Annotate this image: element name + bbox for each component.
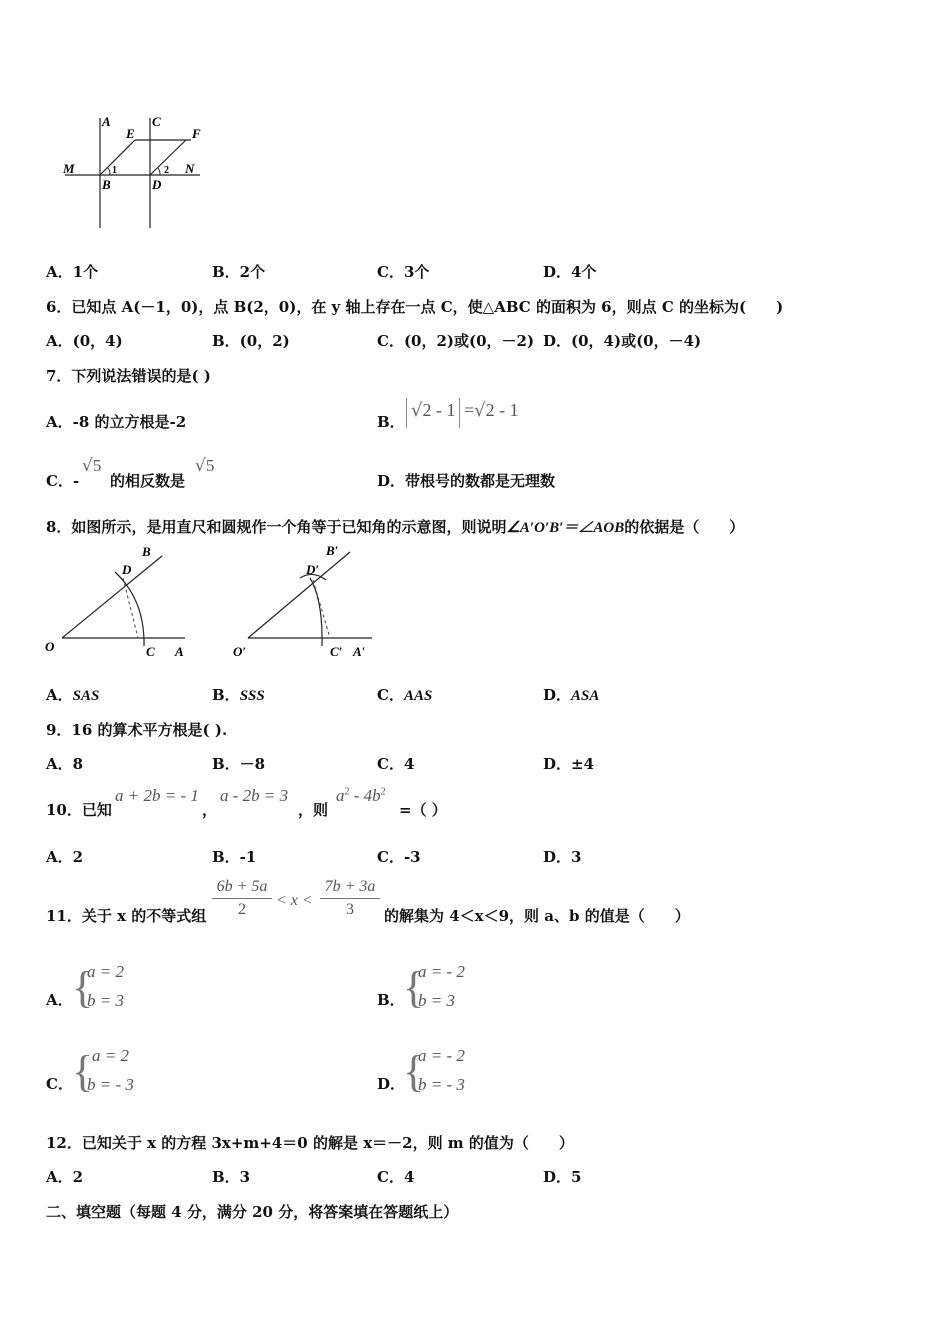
q10-equation-2: a - 2b = 3	[220, 786, 289, 805]
compass-figure-original	[40, 540, 200, 665]
q11-option-d-brace: {	[403, 1047, 425, 1096]
q8-option-c[interactable]: C．AAS	[377, 686, 433, 704]
q11-option-b-line2: b = 3	[418, 991, 455, 1010]
q11-option-d-line1: a = - 2	[418, 1046, 465, 1065]
q11-option-d-label[interactable]: D．	[377, 1075, 406, 1093]
q7-option-c-sqrt1: √5	[82, 456, 102, 476]
label-M: M	[63, 161, 75, 176]
q5-option-d[interactable]: D．4个	[543, 263, 597, 281]
q11-option-d-line2: b = - 3	[418, 1075, 465, 1094]
q11-option-a-line1: a = 2	[87, 962, 124, 981]
q8-option-d[interactable]: D．ASA	[543, 686, 600, 704]
label-B: B	[102, 177, 111, 192]
q12-stem: 12．已知关于 x 的方程 3x+m+4＝0 的解是 x＝－2，则 m 的值为（ ）	[46, 1134, 574, 1152]
q7-option-a[interactable]: A．-8 的立方根是-2	[46, 413, 187, 431]
q7-option-b-left: √2 - 1	[411, 400, 456, 421]
angle-1-label: 1	[112, 165, 117, 176]
abs-bar-right	[459, 398, 460, 428]
q11-option-a-line2: b = 3	[87, 991, 124, 1010]
abs-bar-left	[406, 398, 407, 428]
q10-option-c[interactable]: C．-3	[377, 848, 421, 866]
q5-option-b[interactable]: B．2个	[212, 263, 266, 281]
fig1-label-O: O	[45, 639, 55, 654]
q9-option-d[interactable]: D．±4	[543, 755, 595, 773]
q12-option-c[interactable]: C．4	[377, 1168, 415, 1186]
fig2-label-O: O′	[233, 644, 247, 659]
fig2-label-A: A′	[353, 644, 366, 659]
label-N: N	[185, 161, 195, 176]
q9-option-c[interactable]: C．4	[377, 755, 415, 773]
q6-stem: 6．已知点 A(－1，0)，点 B(2，0)，在 y 轴上存在一点 C，使△ABC 的面积为 6，则点 C 的坐标为( )	[46, 298, 784, 316]
fig1-label-D: D	[122, 562, 132, 577]
q11-option-b-line1: a = - 2	[418, 962, 465, 981]
q7-option-c-sqrt2: √5	[195, 456, 215, 476]
q10-prefix: 10．已知	[46, 801, 112, 819]
q11-option-a-brace: {	[72, 963, 94, 1012]
q8-stem: 8．如图所示，是用直尺和圆规作一个角等于已知角的示意图，则说明∠A′O′B′＝∠AOB的依据是（ ）	[46, 518, 745, 536]
q11-option-c-line2: b = - 3	[87, 1075, 134, 1094]
fig2-label-D: D′	[306, 562, 320, 577]
q11-option-c-label[interactable]: C．	[46, 1075, 73, 1093]
q8-option-b[interactable]: B．SSS	[212, 686, 265, 704]
q11-suffix: 的解集为 4＜x＜9，则 a、b 的值是（ ）	[384, 907, 690, 925]
label-E: E	[126, 126, 135, 141]
q5-option-c[interactable]: C．3个	[377, 263, 430, 281]
q9-stem: 9．16 的算术平方根是( ).	[46, 721, 228, 739]
angle-2-label: 2	[164, 165, 169, 176]
q10-option-a[interactable]: A．2	[46, 848, 84, 866]
label-D: D	[152, 177, 162, 192]
q6-option-b[interactable]: B．(0，2)	[212, 332, 290, 350]
q6-option-a[interactable]: A．(0，4)	[46, 332, 123, 350]
q11-option-a-label[interactable]: A．	[46, 991, 73, 1009]
q10-equation-1: a + 2b = - 1	[115, 786, 199, 805]
fig2-label-C: C′	[330, 644, 343, 659]
q10-expression: $a^2 - 4b^2$	[336, 786, 386, 805]
q7-option-c-text: 的相反数是	[110, 472, 186, 490]
section-2-title: 二、填空题（每题 4 分，满分 20 分，将答案填在答题纸上）	[46, 1203, 459, 1221]
q6-option-c[interactable]: C．(0，2)或(0，－2)	[377, 332, 535, 350]
fig1-label-C: C	[146, 644, 155, 659]
q11-inequality: < x <	[276, 892, 313, 909]
q10-suffix: =（ ）	[399, 801, 447, 819]
label-F: F	[192, 126, 201, 141]
compass-figure-copy	[228, 540, 388, 665]
q7-option-d[interactable]: D．带根号的数都是无理数	[377, 472, 556, 490]
q10-sep-2: ，则	[298, 801, 329, 819]
q10-sep-1: ，	[202, 801, 218, 819]
q7-stem: 7．下列说法错误的是( )	[46, 367, 211, 385]
q7-option-b-label[interactable]: B．	[377, 413, 405, 431]
q7-option-b-right: =√2 - 1	[464, 400, 519, 421]
q11-option-b-label[interactable]: B．	[377, 991, 405, 1009]
q10-option-b[interactable]: B．-1	[212, 848, 257, 866]
fig1-label-A: A	[175, 644, 184, 659]
q11-option-c-line1: a = 2	[92, 1046, 129, 1065]
q12-option-d[interactable]: D．5	[543, 1168, 582, 1186]
q9-option-b[interactable]: B．－8	[212, 755, 266, 773]
q5-option-a[interactable]: A．1个	[46, 263, 99, 281]
q7-option-c-label[interactable]: C．-	[46, 472, 80, 490]
q10-option-d[interactable]: D．3	[543, 848, 582, 866]
label-A: A	[102, 114, 111, 129]
q11-fraction-1: 6b + 5a 2	[212, 878, 272, 919]
fig2-label-B: B′	[326, 543, 339, 558]
q11-option-b-brace: {	[403, 963, 425, 1012]
fig1-label-B: B	[142, 544, 151, 559]
q12-option-b[interactable]: B．3	[212, 1168, 251, 1186]
q12-option-a[interactable]: A．2	[46, 1168, 84, 1186]
parallel-lines-figure	[55, 110, 215, 235]
q9-option-a[interactable]: A．8	[46, 755, 84, 773]
q8-option-a[interactable]: A．SAS	[46, 686, 100, 704]
q6-option-d[interactable]: D．(0，4)或(0，－4)	[543, 332, 702, 350]
q11-option-c-brace: {	[72, 1047, 94, 1096]
q11-prefix: 11．关于 x 的不等式组	[46, 907, 207, 925]
q11-fraction-2: 7b + 3a 3	[320, 878, 380, 919]
label-C: C	[152, 114, 161, 129]
